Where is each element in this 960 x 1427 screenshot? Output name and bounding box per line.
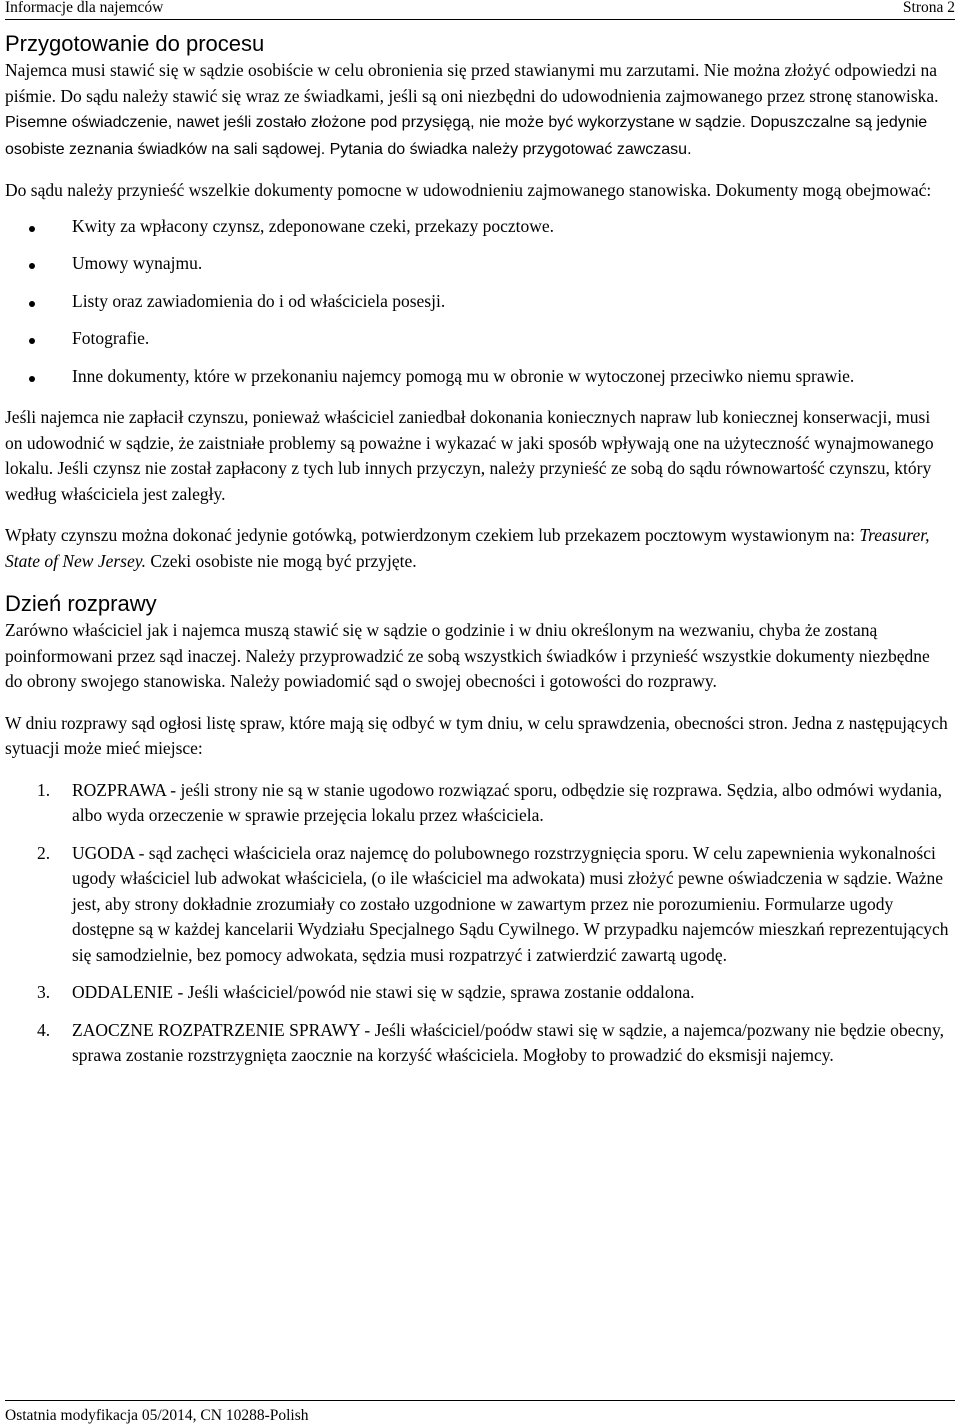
- header-title: Informacje dla najemców: [5, 0, 164, 16]
- list-item-text: Kwity za wpłacony czynsz, zdeponowane czeki, przekazy pocztowe.: [72, 215, 555, 236]
- outcomes-list: [5, 778, 951, 1069]
- list-item-number: 2.: [37, 842, 51, 863]
- bullet-icon: [29, 226, 35, 232]
- paragraph-testimony-text: Dopuszczalne są jedynie osobiste zeznania świadków na sali sądowej.: [5, 114, 928, 158]
- footer-text: Ostatnia modyfikacja 05/2014, CN 10288-Polish: [5, 1407, 309, 1424]
- list-item-text: UGODA - sąd zachęci właściciela oraz najemcę do polubownego rozstrzygnięcia sporu. W celu zapewnienia wykonalności ugody właściciel lub adwokat właściciela, (o ile właściciel ma adwokata) musi złożyć pewne oświadczenia w sądzie. Ważne jest, aby strony dokładnie zrozumiały co zostało uzgodnione w zawartym przez nie porozumieniu. Formularze ugody dostępne są w każdej kancelarii Wydziału Specjalnego Sądu Cywilnego. W przypadku najemców mieszkań reprezentujących się samodzielnie, bez pomocy adwokata, sędzia musi rozpatrzyć i zatwierdzić zawartą ugodę.: [72, 842, 949, 965]
- payment-text-after: Czeki osobiste nie mogą być przyjęte.: [150, 550, 417, 571]
- list-item: [5, 326, 951, 352]
- paragraph-attendance: Zarówno właściciel jak i najemca muszą stawić się w sądzie o godzinie i w dniu określonym na wezwaniu, chyba że zostaną poinformowani przez sąd inaczej. Należy przyprowadzić ze sobą wszystkich świadków i przynieść wszystkie dokumenty niezbędne do obrony swojego stanowiska. Należy powiadomić sąd o swojej obecności i gotowości do rozprawy.: [5, 620, 930, 691]
- paragraph-calendar-call: W dniu rozprawy sąd ogłosi listę spraw, które mają się odbyć w tym dniu, w celu sprawdzenia, obecności stron. Jedna z następujących sytuacji może mieć miejsce:: [5, 712, 948, 758]
- paragraph-payment: [5, 523, 951, 574]
- list-item-number: 1.: [37, 779, 51, 800]
- list-item: [5, 778, 951, 829]
- list-item: [5, 841, 951, 969]
- list-item-number: 3.: [37, 982, 51, 1002]
- list-item: [5, 980, 951, 1006]
- payee-name: Treasurer, State of New Jersey.: [5, 525, 930, 571]
- list-item-text: ZAOCZNE ROZPATRZENIE SPRAWY - Jeśli właściciel/poódw stawi się w sądzie, a najemca/pozwany nie będzie obecny, sprawa zostanie rozstrzygnięta zaocznie na korzyść właściciela. Mogłoby to prowadzić do eksmisji najemcy.: [72, 1019, 944, 1065]
- page-header: [5, 0, 955, 20]
- list-item: [5, 1018, 951, 1069]
- bullet-icon: [29, 338, 35, 344]
- list-item-text: ODDALENIE - Jeśli właściciel/powód nie stawi się w sądzie, sprawa zostanie oddalona.: [72, 982, 695, 1002]
- bullet-icon: [29, 263, 35, 269]
- paragraph-documents: Do sądu należy przynieść wszelkie dokumenty pomocne w udowodnieniu zajmowanego stanowiska. Dokumenty mogą obejmować:: [5, 180, 932, 200]
- list-item-text: Listy oraz zawiadomienia do i od właściciela posesji.: [72, 290, 446, 311]
- list-item-text: ROZPRAWA - jeśli strony nie są w stanie ugodowo rozwiązać sporu, odbędzie się rozprawa. Sędzia, albo odmówi wydania, albo wyda orzeczenie w sprawie przejęcia lokalu przez właściciela.: [72, 779, 942, 825]
- list-item: [5, 251, 951, 277]
- list-item: [5, 214, 951, 240]
- paragraph-appearance-text: Najemca musi stawić się w sądzie osobiście w celu obronienia się przed stawianymi mu zarzutami. Nie można złożyć odpowiedzi na piśmie. Do sądu należy stawić się wraz ze świadkami, jeśli są oni niezbędni do udowodnienia zajmowanego przez stronę stanowiska.: [5, 60, 939, 106]
- page-footer: [5, 1400, 955, 1425]
- section-heading-preparation: Przygotowanie do procesu: [5, 31, 265, 56]
- documents-list: [5, 214, 951, 390]
- bullet-icon: [29, 376, 35, 382]
- paragraph-questions-text: Pytania do świadka należy przygotować zawczasu.: [329, 140, 692, 158]
- paragraph-appearance: [5, 58, 951, 162]
- list-item-number: 4.: [37, 1019, 51, 1040]
- list-item-text: Umowy wynajmu.: [72, 253, 203, 273]
- page-content: [5, 30, 951, 1081]
- list-item-text: Fotografie.: [72, 328, 150, 348]
- section-heading-hearing-day: Dzień rozprawy: [5, 591, 157, 616]
- page-number: Strona 2: [902, 0, 955, 16]
- paragraph-unpaid-rent: Jeśli najemca nie zapłacił czynszu, ponieważ właściciel zaniedbał dokonania koniecznych napraw lub koniecznej konserwacji, musi on udowodnić w sądzie, że zaistniałe problemy są poważne i wykazać w jaki sposób wpływają one na użyteczność wynajmowanego lokalu. Jeśli czynsz nie został zapłacony z tych lub innych przyczyn, należy przynieść ze sobą do sądu równowartość czynszu, który według właściciela jest zaległy.: [5, 407, 934, 504]
- list-item: [5, 364, 951, 390]
- list-item-text: Inne dokumenty, które w przekonaniu najemcy pomogą mu w obronie w wytoczonej przeciwko niemu sprawie.: [72, 365, 855, 386]
- payment-text-before: Wpłaty czynszu można dokonać jedynie gotówką, potwierdzonym czekiem lub przekazem pocztowym wystawionym na:: [5, 525, 855, 545]
- paragraph-affidavit-text: Pisemne oświadczenie, nawet jeśli zostało złożone pod przysięgą, nie może być wykorzystane w sądzie.: [5, 114, 746, 131]
- bullet-icon: [29, 301, 35, 307]
- list-item: [5, 289, 951, 315]
